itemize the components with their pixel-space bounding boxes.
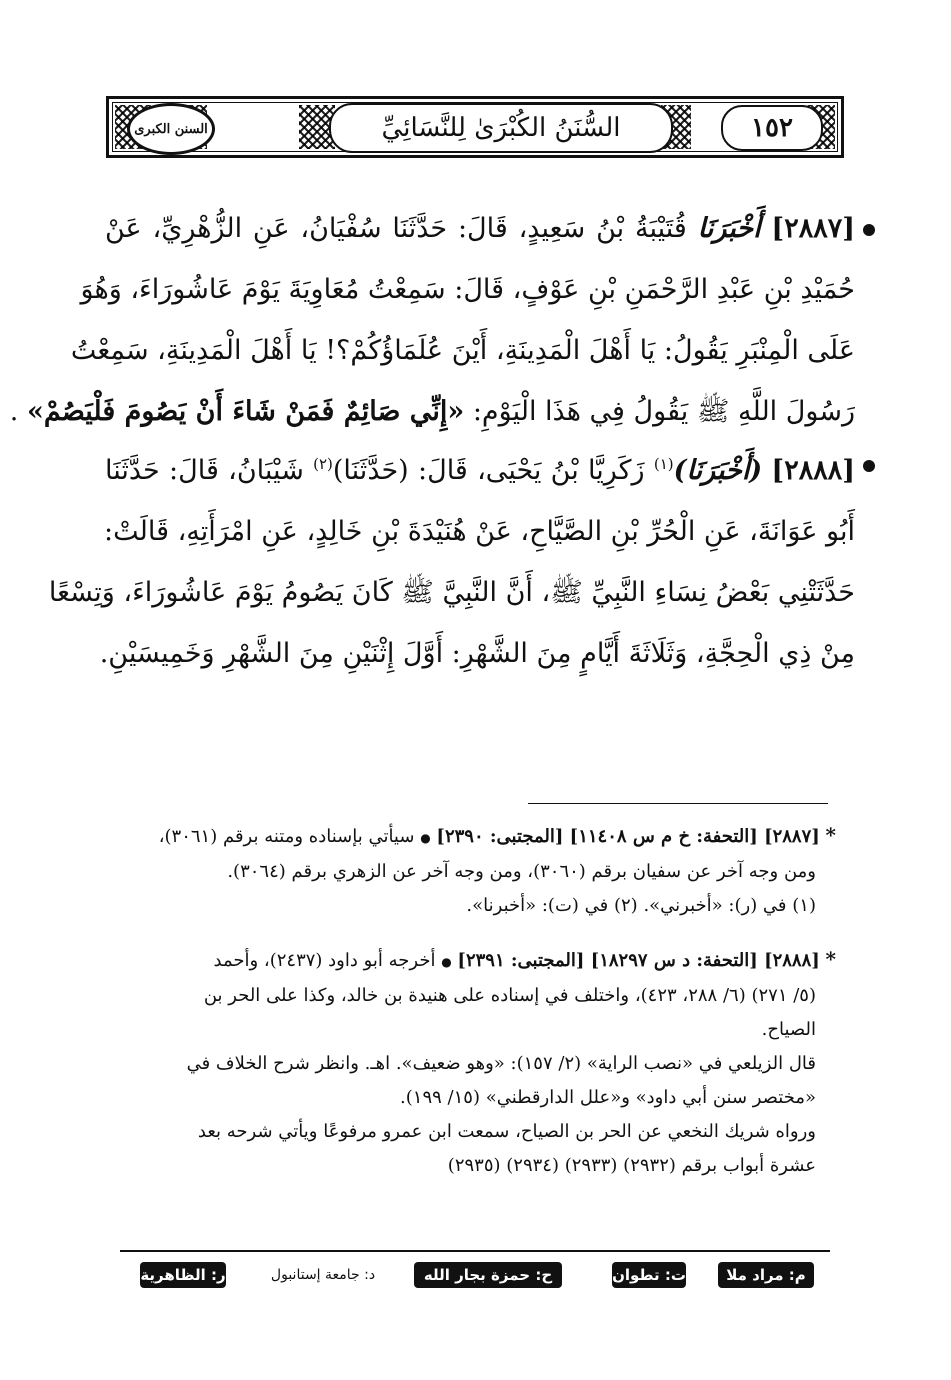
manuscript-badge-r: ر: الظاهرية (140, 1262, 226, 1288)
manuscript-label-d: د: جامعة إستانبول (270, 1267, 376, 1283)
hadith-2888 (48, 434, 855, 684)
footnote-star: * (825, 823, 836, 847)
hadith-line (9, 381, 855, 442)
manuscript-badge-t: ت: تطوان (612, 1262, 686, 1288)
hadith-line: عَلَى الْمِنْبَرِ يَقُولُ: يَا أَهْلَ الْمَدِينَةِ، أَيْنَ عُلَمَاؤُكُمْ؟! يَا أَهْلَ الْمَدِينَةِ، سَمِعْتُ (70, 335, 855, 366)
book-logo-text: السنن الكبرى (134, 121, 208, 137)
footnote-line: ورواه شريك النخعي عن الحر بن الصياح، سمعت ابن عمرو مرفوعًا ويأتي شرحه بعد (197, 1121, 816, 1142)
manuscript-badge-m: م: مراد ملا (718, 1262, 814, 1288)
hadith-text: قُتَيْبَةُ بْنُ سَعِيدٍ، قَالَ: حَدَّثَنَا سُفْيَانُ، عَنِ الزُّهْرِيِّ، عَنْ (105, 213, 687, 244)
hadith-text: رَسُولَ اللَّهِ ﷺ يَقُولُ فِي هَذَا الْيَوْمِ: (472, 396, 855, 427)
bullet-icon: ● (441, 955, 452, 969)
hadith-line (105, 434, 855, 501)
running-title (329, 103, 673, 153)
page-number-text: ١٥٢ (751, 113, 793, 143)
hadith-line (105, 198, 855, 259)
footnote-line: ومن وجه آخر عن سفيان برقم (٣٠٦٠)، ومن وجه آخر عن الزهري برقم (٣٠٦٤). (227, 861, 816, 882)
page-header-banner (106, 96, 844, 158)
footnote-text: سيأتي بإسناده ومتنه برقم (٣٠٦١)، (158, 826, 415, 847)
hadith-line: حُمَيْدِ بْنِ عَبْدِ الرَّحْمَنِ بْنِ عَوْفٍ، قَالَ: سَمِعْتُ مُعَاوِيَةَ يَوْمَ عَاشُورَاءَ، وَهُوَ (80, 274, 855, 305)
footnote-line: «مختصر سنن أبي داود» و«علل الدارقطني» (١٥/ ١٩٩). (400, 1087, 816, 1108)
footnote-text: أخرجه أبو داود (٢٤٣٧)، وأحمد (213, 950, 436, 971)
footnote-line: (٥/ ٢٧١) (٦/ ٢٨٨، ٤٢٣)، واختلف في إسناده على هنيدة بن خالد، وكذا على الحر بن (203, 985, 816, 1006)
bullet-icon: ● (420, 831, 431, 845)
hadith-opener: أَخْبَرَنَا (697, 213, 761, 244)
footnote-2887 (116, 818, 836, 923)
footnote-ref: (٢) (313, 455, 333, 473)
prophetic-quote: «إِنِّي صَائِمٌ فَمَنْ شَاءَ أَنْ يَصُومَ فَلْيَصُمْ» (26, 396, 465, 427)
footnote-line (116, 818, 836, 855)
footnote-star: * (825, 947, 836, 971)
footnote-tag: [٢٨٨٨] [التحفة: د س ١٨٢٩٧] [المجتبى: ٢٣٩١] (457, 950, 820, 971)
hadith-text: زَكَرِيَّا بْنُ يَحْيَى، قَالَ: (حَدَّثَنَا) (332, 455, 645, 486)
footnote-line (116, 942, 836, 979)
hadith-number: [٢٨٨٨] (771, 455, 855, 486)
footnote-note: (٢) في (ت): «أخبرنا». (466, 895, 638, 916)
hadith-text: شَيْبَانُ، قَالَ: حَدَّثَنَا (105, 455, 304, 486)
footnote-tag: [٢٨٨٧] [التحفة: خ م س ١١٤٠٨] [المجتبى: ٢٣٩٠] (436, 826, 820, 847)
footnote-separator (528, 803, 828, 804)
hadith-2887 (9, 198, 855, 442)
hadith-number: [٢٨٨٧] (771, 213, 855, 244)
page-number (721, 105, 823, 151)
footnote-line: عشرة أبواب برقم (٢٩٣٢) (٢٩٣٣) (٢٩٣٤) (٢٩٣٥) (447, 1155, 816, 1176)
bottom-rule (120, 1250, 830, 1252)
bullet-icon (863, 224, 875, 236)
hadith-opener: (أَخْبَرَنَا) (673, 455, 763, 486)
running-title-text: السُّنَنُ الكُبْرَىٰ لِلنَّسَائِيِّ (381, 113, 621, 143)
footnote-line: قال الزيلعي في «نصب الراية» (٢/ ١٥٧): «وهو ضعيف». اهـ. وانظر شرح الخلاف في (186, 1053, 816, 1074)
footnote-notes-row (116, 889, 836, 923)
hadith-line: أَبُو عَوَانَةَ، عَنِ الْحُرِّ بْنِ الصَّيَّاحِ، عَنْ هُنَيْدَةَ بْنِ خَالِدٍ، عَنِ امْرَأَتِهِ، قَالَتْ: (104, 516, 855, 547)
hadith-line: حَدَّثَتْنِي بَعْضُ نِسَاءِ النَّبِيِّ ﷺ، أَنَّ النَّبِيَّ ﷺ كَانَ يَصُومُ يَوْمَ عَاشُورَاءَ، وَتِسْعًا (48, 577, 855, 608)
footnote-note: (١) في (ر): «أخبرني». (643, 895, 816, 916)
book-logo (127, 103, 215, 155)
footnote-2888 (116, 942, 836, 1183)
footnote-line: الصياح. (761, 1019, 816, 1040)
bullet-icon (863, 460, 875, 472)
manuscript-badge-h: ح: حمزة بجار الله (414, 1262, 562, 1288)
hadith-end: . (9, 396, 19, 427)
hadith-line: مِنْ ذِي الْحِجَّةِ، وَثَلَاثَةَ أَيَّامٍ مِنَ الشَّهْرِ: أَوَّلَ إِثْنَيْنِ مِنَ الشَّهْرِ وَخَمِيسَيْنِ. (99, 638, 855, 669)
footnote-ref: (١) (653, 455, 674, 473)
